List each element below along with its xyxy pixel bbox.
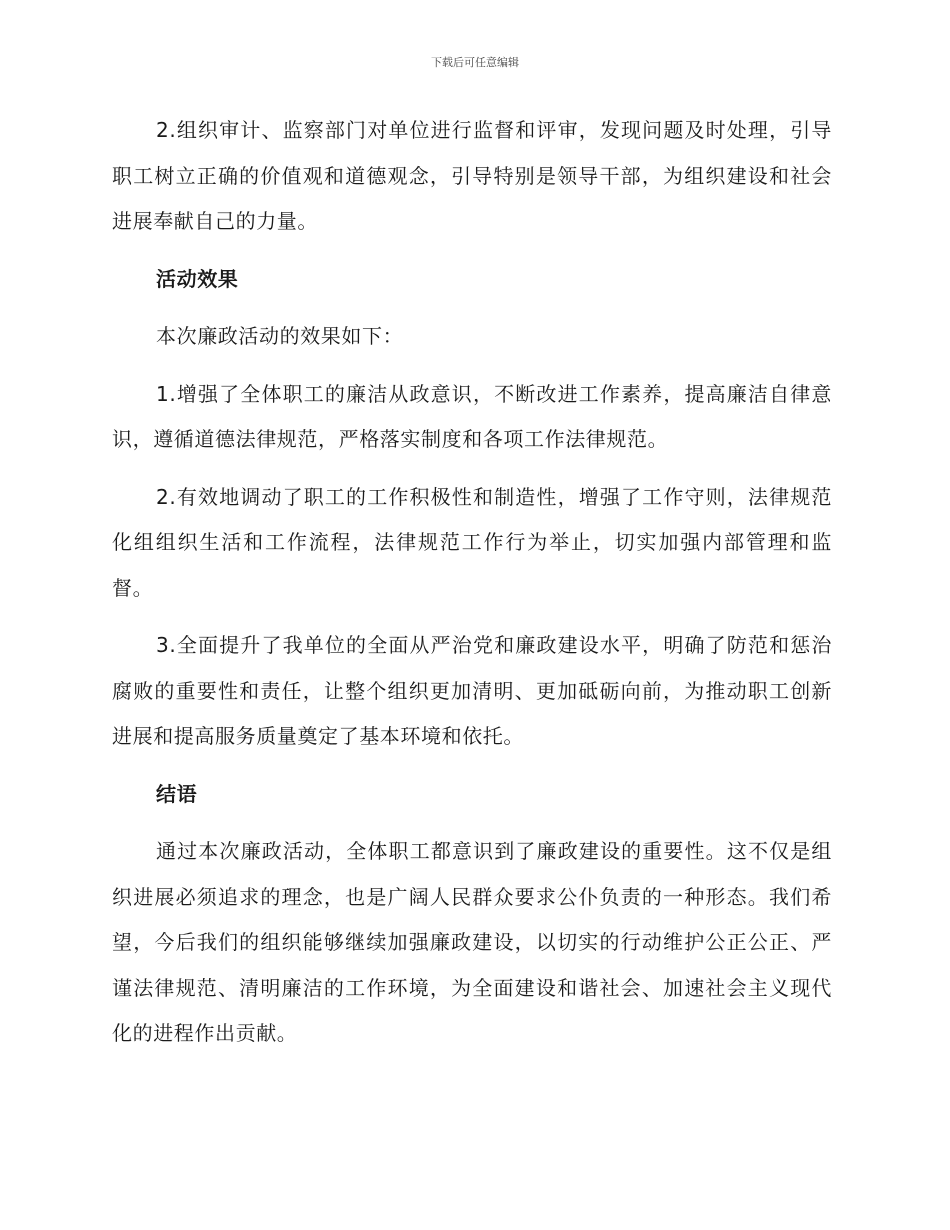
paragraph-effect-3: 3.全面提升了我单位的全面从严治党和廉政建设水平，明确了防范和惩治腐败的重要性和责任，让整个组织更加清明、更加砥砺向前，为推动职工创新进展和提高服务质量奠定了基本环境和依托。 bbox=[112, 633, 832, 748]
paragraph-effect-2: 2.有效地调动了职工的工作积极性和制造性，增强了工作守则，法律规范化组组织生活和工作流程，法律规范工作行为举止，切实加强内部管理和监督。 bbox=[112, 484, 832, 600]
document-body bbox=[112, 108, 832, 1069]
paragraph-effects-intro: 本次廉政活动的效果如下： bbox=[156, 324, 404, 348]
paragraph-effect-1: 1.增强了全体职工的廉洁从政意识，不断改进工作素养，提高廉洁自律意识，遵循道德法律规范，严格落实制度和各项工作法律规范。 bbox=[112, 381, 832, 451]
section-heading-effects: 活动效果 bbox=[156, 266, 239, 291]
page-header-note: 下载后可任意编辑 bbox=[431, 56, 519, 69]
paragraph-conclusion: 通过本次廉政活动，全体职工都意识到了廉政建设的重要性。这不仅是组织进展必须追求的理念，也是广阔人民群众要求公仆负责的一种形态。我们希望，今后我们的组织能够继续加强廉政建设，以切实的行动维护公正公正、严谨法律规范、清明廉洁的工作环境，为全面建设和谐社会、加速社会主义现代化的进程作出贡献。 bbox=[112, 839, 832, 1045]
paragraph-audit-supervision: 2.组织审计、监察部门对单位进行监督和评审，发现问题及时处理，引导职工树立正确的价值观和道德观念，引导特别是领导干部，为组织建设和社会进展奉献自己的力量。 bbox=[112, 118, 832, 233]
section-heading-conclusion: 结语 bbox=[156, 781, 198, 806]
